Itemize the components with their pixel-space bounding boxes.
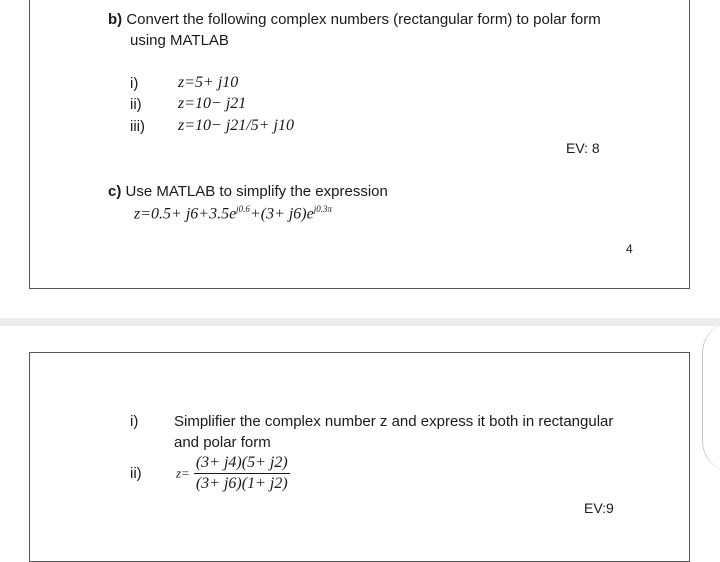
part-b-item-3-num: iii) <box>130 118 145 135</box>
part-2-item-1-num: i) <box>130 413 139 430</box>
part-2-item-2-num: ii) <box>130 465 142 482</box>
part-c-expr-mid: +(3+ j6)e <box>249 205 314 223</box>
part-b-ev-score: EV: 8 <box>566 140 600 156</box>
part-c-exponent-2: j0.3π <box>313 204 332 214</box>
part-c-heading-text: Use MATLAB to simplify the expression <box>125 183 388 200</box>
part-b-label: b) <box>108 11 123 28</box>
part-c-exponent-1: j0.6 <box>236 204 250 214</box>
part-b-item-3-expr: z=10− j21/5+ j10 <box>178 117 294 134</box>
fraction-numerator: (3+ j4)(5+ j2) <box>194 454 290 474</box>
question-box-bottom <box>29 352 690 562</box>
part-b-heading-line2: using MATLAB <box>130 32 229 49</box>
part-2-item-1-text-line2: and polar form <box>174 434 271 451</box>
page-number: 4 <box>626 242 633 256</box>
fraction-denominator: (3+ j6)(1+ j2) <box>195 475 288 492</box>
part-b-heading-line1: Convert the following complex numbers (rectangular form) to polar form <box>126 11 601 28</box>
fraction <box>194 454 290 493</box>
page-separator <box>0 318 720 326</box>
part-2-item-1-text-line1: Simplifier the complex number z and express it both in rectangular <box>174 413 614 430</box>
part-2-fraction-expression <box>176 454 290 493</box>
part-b-item-2-num: ii) <box>130 96 142 113</box>
part-b-item-2-expr: z=10− j21 <box>178 95 247 112</box>
part-c-expression <box>134 204 332 223</box>
part-c-label: c) <box>108 183 122 200</box>
z-label: z= <box>176 465 190 481</box>
page-curl-decoration <box>702 322 720 472</box>
part-2-ev-score: EV:9 <box>584 500 614 516</box>
part-c-heading <box>108 183 388 200</box>
part-b-item-1-num: i) <box>130 75 139 92</box>
part-c-expr-main: z=0.5+ j6+3.5e <box>134 205 237 223</box>
part-b-heading <box>108 11 601 28</box>
part-b-item-1-expr: z=5+ j10 <box>178 74 239 91</box>
